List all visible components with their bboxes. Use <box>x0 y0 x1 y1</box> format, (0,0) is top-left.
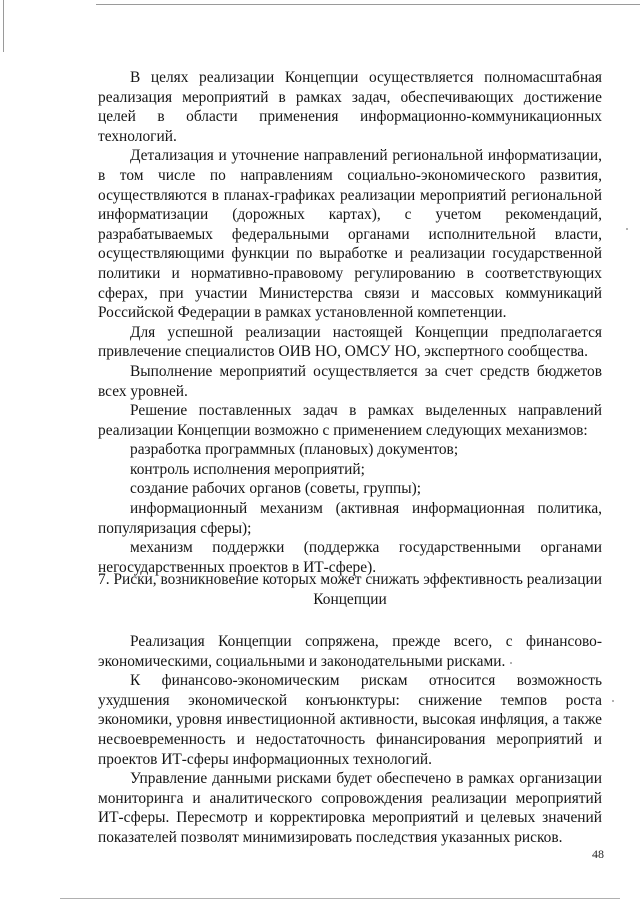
mechanism-item: механизм поддержки (поддержка государственными органами негосударственных проектов в ИТ-сфере). <box>98 539 602 576</box>
mechanism-item: контроль исполнения мероприятий; <box>130 460 365 478</box>
section-heading-line: 7. Риски, возникновение которых может снижать эффективность реализации <box>98 571 602 588</box>
paragraph: Детализация и уточнение направлений региональной информатизации, в том числе по направлениям социально-экономического развития, осуществляются в планах-графиках реализации мероприятий региональной информатизации (дорожных картах), с учетом рекомендаций, разрабатываемых федеральными органами исполнительной власти, осуществляющими функции по выработке и реализации государственной политики и нормативно-правовому регулированию в соответствующих сферах, при участии Министерства связи и массовых коммуникаций Российской Федерации в рамках установленной компетенции. <box>98 147 602 322</box>
scan-speck <box>626 228 628 230</box>
paragraph: Выполнение мероприятий осуществляется за счет средств бюджетов всех уровней. <box>98 362 602 400</box>
mechanism-item: информационный механизм (активная информационная политика, популяризация сферы); <box>98 500 602 537</box>
paragraph: Реализация Концепции сопряжена, прежде всего, с финансово-экономическими, социальными и законодательными рисками. <box>98 633 602 670</box>
section-heading <box>98 570 602 609</box>
scan-edge-left <box>3 0 4 52</box>
paragraph: Для успешной реализации настоящей Концепции предполагается привлечение специалистов ОИВ НО, ОМСУ НО, экспертного сообщества. <box>98 323 602 361</box>
scan-edge-top <box>96 4 640 5</box>
paragraph: К финансово-экономическим рискам относится возможность ухудшения экономической конъюнктуры: снижение темпов роста экономики, уровня инвестиционной активности, высокая инфляция, а также несвоевременность и недостаточность финансирования мероприятий и проектов ИТ-сферы информационных технологий. <box>98 672 602 768</box>
paragraph: В целях реализации Концепции осуществляется полномасштабная реализация мероприятий в рамках задач, обеспечивающих достижение целей в области применения информационно-коммуникационных технологий. <box>98 69 602 145</box>
section-heading-line: Концепции <box>313 590 387 608</box>
scan-edge-bottom <box>60 898 620 899</box>
paragraph: Решение поставленных задач в рамках выделенных направлений реализации Концепции возможно с применением следующих механизмов: <box>98 402 602 439</box>
scan-speck <box>612 700 614 702</box>
mechanism-item: создание рабочих органов (советы, группы); <box>130 480 422 498</box>
paragraphs-bottom <box>98 632 602 848</box>
page-number: 48 <box>592 847 604 861</box>
paragraphs-top <box>98 68 602 577</box>
mechanism-item: разработка программных (плановых) документов; <box>130 441 459 459</box>
paragraph: Управление данными рисками будет обеспечено в рамках организации мониторинга и аналитического сопровождения реализации мероприятий ИТ-сферы. Пересмотр и корректировка мероприятий и целевых значений показателей позволят минимизировать последствия указанных рисков. <box>98 770 602 846</box>
